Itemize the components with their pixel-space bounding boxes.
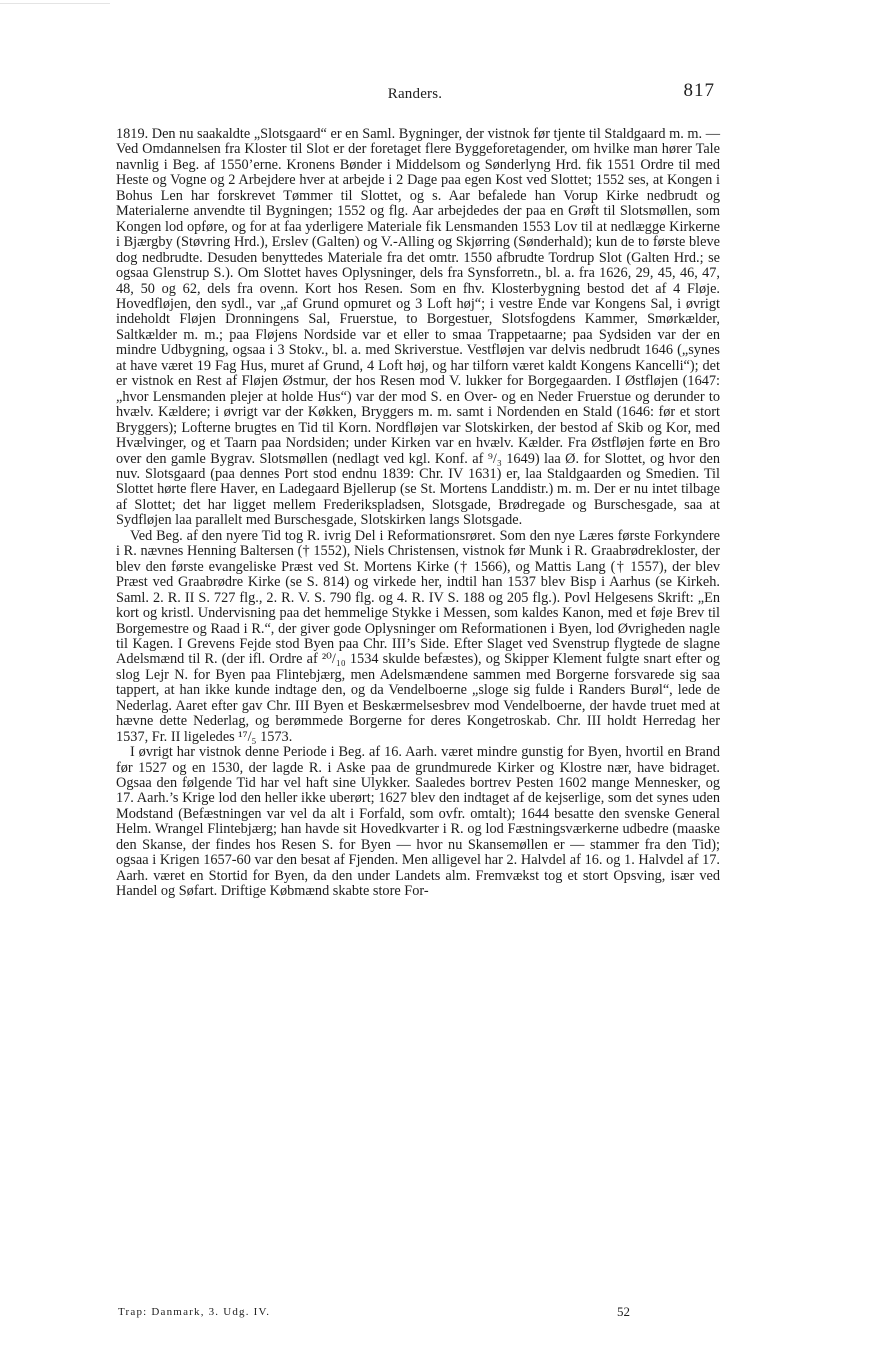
page-number: 817 <box>683 80 715 101</box>
paragraph-reformation: Ved Beg. af den nyere Tid tog R. ivrig Del i Reformationsrøret. Som den nye Læres første Forkyndere i R. nævnes Henning Baltersen († 1552), Niels Christensen, vistnok før Munk i R. Graabrødrekloster, der blev den første evangeliske Præst ved St. Mortens Kirke († 1566), og Mattis Lang († 1557), der blev Præst ved Graabrødre Kirke (se S. 814) og virkede her, indtil han 1537 blev Bisp i Aarhus (se Kirkeh. Saml. 2. R. II S. 727 flg., 2. R. V. S. 790 flg. og 4. R. IV S. 188 og 205 flg.). Povl Helgesens Skrift: „En kort og kristl. Undervisning paa det hemmelige Stykke i Messen, som kaldes Kanon, med et føje Brev til Borgemestre og Raad i R.“, der giver gode Oplysninger om Reformationen i Byen, lod Øvrigheden nagle til Kagen. I Grevens Fejde stod Byen paa Chr. III’s Side. Efter Slaget ved Svenstrup flygtede de slagne Adelsmænd til R. (der ifl. Ordre af ²⁰/₁₀ 1534 skulde befæstes), og Skipper Klement fulgte snart efter og slog Lejr N. for Byen paa Flintebjærg, men Adelsmændene sammen med Borgerne forsvarede sig saa tappert, at han ikke kunde indtage den, og da Vendelboerne „sloge sig fulde i Randers Burøl“, lede de Nederlag. Aaret efter gav Chr. III Byen et Beskærmelsesbrev mod Vendelboerne, der havde truet med at hævne dette Nederlag, og berømmede Borgerne for deres Kongetroskab. Chr. III holdt Herredag her 1537, Fr. II ligeledes ¹⁷/₅ 1573. <box>116 527 720 745</box>
paragraph-later-period: I øvrigt har vistnok denne Periode i Beg. af 16. Aarh. været mindre gunstig for Byen, hvortil en Brand før 1527 og en 1530, der lagde R. i Aske paa de grundmurede Kirker og Klostre nær, have bidraget. Ogsaa den følgende Tid har vel haft sine Ulykker. Saaledes bortrev Pesten 1602 mange Mennesker, og 17. Aarh.’s Krige lod den heller ikke uberørt; 1627 blev den indtaget af de kejserlige, som det synes uden Modstand (Befæstningen var vel da alt i Forfald, som ovfr. omtalt); 1644 besatte den svenske General Helm. Wrangel Flintebjærg; han havde sit Hovedkvarter i R. og lod Fæstningsværkerne udbedre (maaske den Skanse, der findes hos Resen S. for Byen — hvor nu Skansemøllen er — stammer fra den Tid); ogsaa i Krigen 1657-60 var den besat af Fjenden. Men alligevel har 2. Halvdel af 16. og 1. Halvdel af 17. Aarh. været en Stortid for Byen, da den under Landets alm. Fremvækst tog et stort Opsving, især ved Handel og Søfart. Driftige Købmænd skabte store For- <box>116 744 720 900</box>
scan-artifact <box>0 3 110 14</box>
body-text <box>116 127 720 900</box>
running-head: Randers. <box>387 86 443 102</box>
paragraph-slotsgaard: 1819. Den nu saakaldte „Slotsgaard“ er en Saml. Bygninger, der vistnok før tjente til Staldgaard m. m. — Ved Omdannelsen fra Kloster til Slot er der foretaget flere Byggeforetagender, om hvilke man hører Tale navnlig i Beg. af 1550’erne. Kronens Bønder i Middelsom og Sønderlyng Hrd. fik 1551 Ordre til med Heste og Vogne og 2 Arbejdere hver at arbejde i 2 Dage paa egen Kost ved Slottet; 1552 ses, at Kongen i Bohus Len har forskrevet Tømmer til Slottet, og s. Aar befalede han Vorup Kirke nedbrudt og Materialerne anvendte til Bygningen; 1552 og flg. Aar arbejdedes der paa en Grøft til Slotsmøllen, som Kongen lod opføre, og for at faa yderligere Materiale fik Lensmanden 1553 Lov til at nedlægge Kirkerne i Bjærgby (Støvring Hrd.), Erslev (Galten) og V.-Alling og Skjørring (Sønderhald); kun de to første bleve dog nedbrudte. Desuden benyttedes Materiale fra det omtr. 1550 afbrudte Tordrup Slot (Galten Hrd.; se ogsaa Glenstrup S.). Om Slottet haves Oplysninger, dels fra Synsforretn., bl. a. fra 1626, 29, 45, 46, 47, 48, 50 og 62, dels fra ovenn. Kort hos Resen. Som en fhv. Klosterbygning bestod det af 4 Fløje. Hovedfløjen, den sydl., var „af Grund opmuret og 3 Loft høj“; i vestre Ende var Kongens Sal, i øvrigt indeholdt Fløjen Dronningens Sal, Fruerstue, to Borgestuer, Slotsfogdens Kammer, Smørkælder, Saltkælder m. m.; paa Fløjens Nordside var et eller to smaa Trappetaarne; paa Sydsiden var der en mindre Udbygning, ogsaa i 3 Stokv., bl. a. med Skriverstue. Vestfløjen var delvis nedbrudt 1646 („synes at have været 19 Fag Hus, muret af Grund, 4 Loft høj, og har tilforn været kaldt Kongens Kancelli“); det er vistnok en Rest af Fløjen Østmur, der hos Resen mod V. lukker for Borgegaarden. I Østfløjen (1647: „hvor Lensmanden plejer at holde Hus“) var der mod S. en Over- og en Neder Fruerstue og derunder to hvælv. Kældere; i øvrigt var der Køkken, Bryggers m. m. samt i Nordenden en Stald (1646: før et stort Bryggers); Lofterne brugtes en Tid til Korn. Nordfløjen var Slotskirken, der bestod af Skib og Kor, med Hvælvinger, og et Taarn paa Nordsiden; under Kirken var en hvælv. Kælder. Fra Østfløjen førte en Bro over den gamle Bygrav. Slotsmøllen (nedlagt ved kgl. Konf. af ⁹/₃ 1649) laa Ø. for Slottet, og hvor den nuv. Slotsgaard (paa dennes Port stod endnu 1839: Chr. IV 1631) er, laa Staldgaarden og Smedien. Til Slottet hørte flere Haver, en Ladegaard Bjellerup (se St. Mortens Landdistr.) m. m. Der er nu intet tilbage af Slottet; det har ligget mellem Frederikspladsen, Slotsgade, Brødregade og Burschesgade, saa at Sydfløjen laa parallelt med Burschesgade, Slotskirken langs Slotsgade. <box>116 126 720 529</box>
printer-signature: Trap: Danmark, 3. Udg. IV. <box>118 1306 271 1318</box>
page-header <box>115 80 715 110</box>
signature-number: 52 <box>617 1304 630 1319</box>
page-footer <box>116 1306 676 1326</box>
